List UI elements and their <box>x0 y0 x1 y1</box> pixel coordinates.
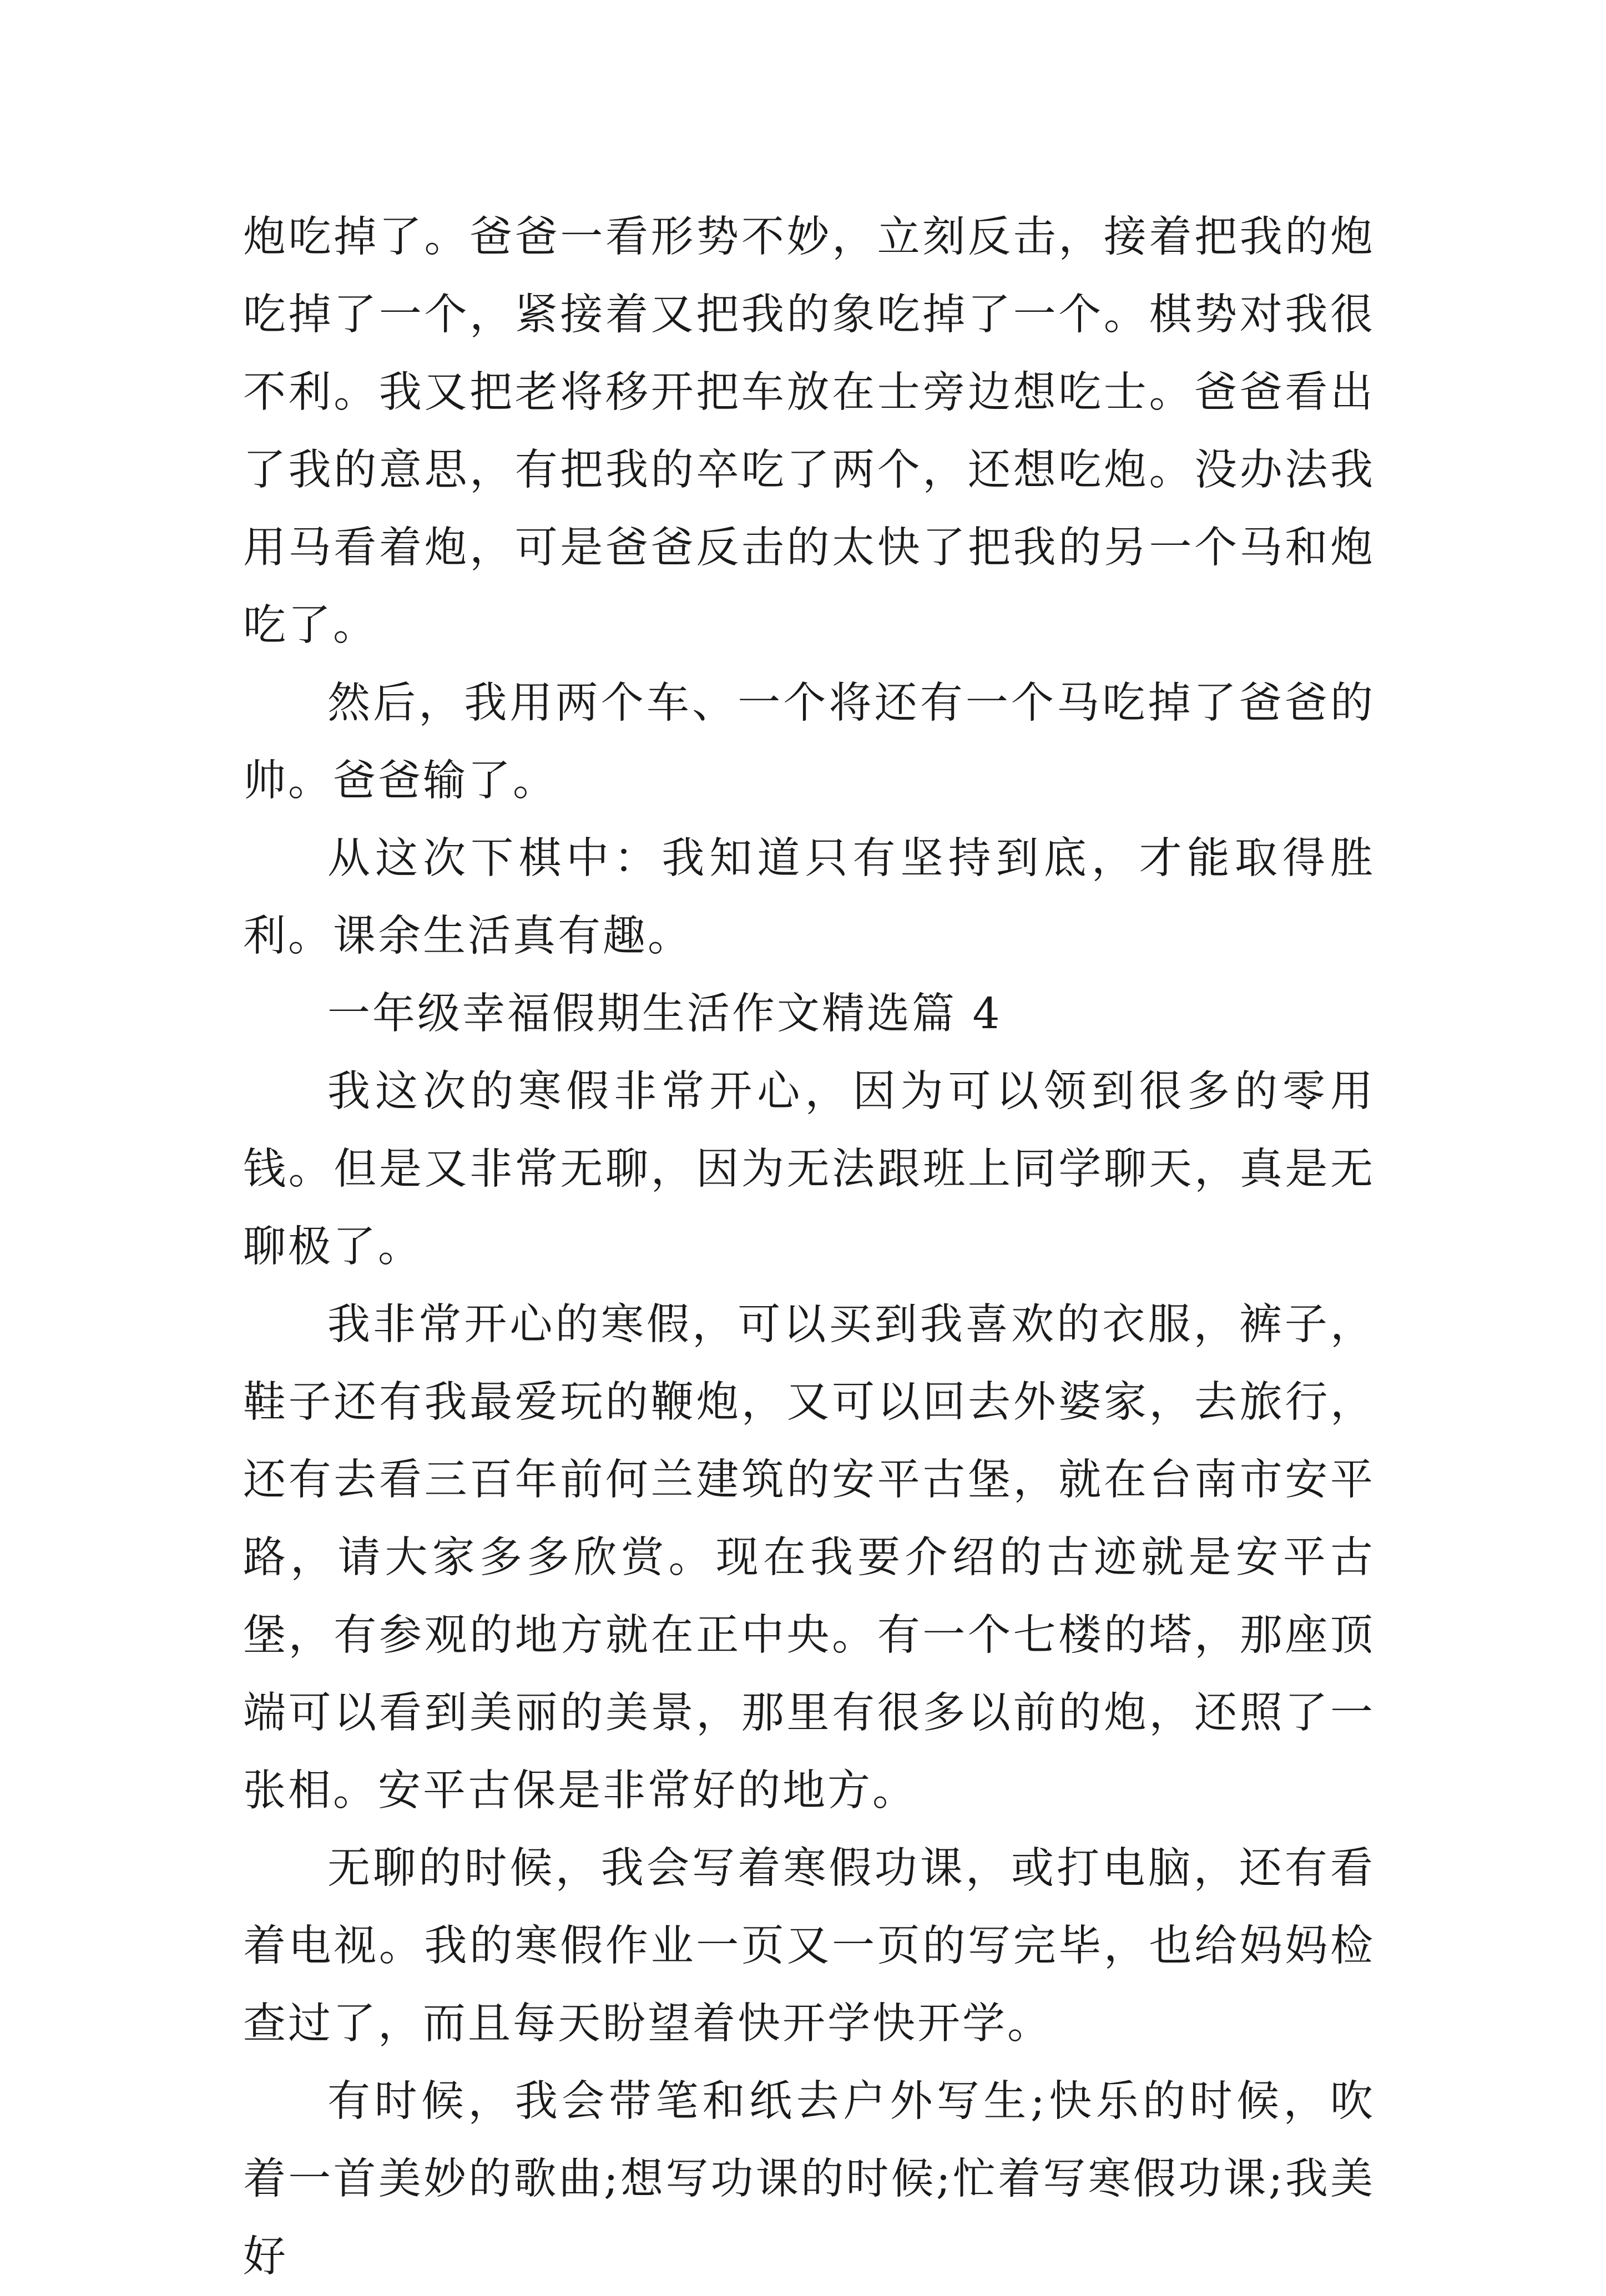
paragraph-chess-continued: 炮吃掉了。爸爸一看形势不妙，立刻反击，接着把我的炮吃掉了一个，紧接着又把我的象吃掉了一个。棋势对我很不利。我又把老将移开把车放在士旁边想吃士。爸爸看出了我的意思，有把我的卒吃了两个，还想吃炮。没办法我用马看着炮，可是爸爸反击的太快了把我的另一个马和炮吃了。 <box>243 213 1375 650</box>
document-body <box>243 199 1375 2296</box>
paragraph-winter-activities: 我非常开心的寒假，可以买到我喜欢的衣服，裤子，鞋子还有我最爱玩的鞭炮，又可以回去外婆家，去旅行，还有去看三百年前何兰建筑的安平古堡，就在台南市安平路，请大家多多欣赏。现在我要介绍的古迹就是安平古堡，有参观的地方就在正中央。有一个七楼的塔，那座顶端可以看到美丽的美景，那里有很多以前的炮，还照了一张相。安平古保是非常好的地方。 <box>243 1300 1375 1815</box>
paragraph-chess-ending: 然后，我用两个车、一个将还有一个马吃掉了爸爸的帅。爸爸输了。 <box>243 679 1375 806</box>
section-heading: 一年级幸福假期生活作文精选篇 4 <box>327 989 1002 1039</box>
paragraph-winter-sketching: 有时候，我会带笔和纸去户外写生;快乐的时候，吹着一首美妙的歌曲;想写功课的时候;忙着写寒假功课;我美好 <box>243 2077 1375 2282</box>
paragraph-winter-boredom: 无聊的时候，我会写着寒假功课，或打电脑，还有看着电视。我的寒假作业一页又一页的写完毕，也给妈妈检查过了，而且每天盼望着快开学快开学。 <box>243 1844 1375 2049</box>
paragraph-winter-intro: 我这次的寒假非常开心，因为可以领到很多的零用钱。但是又非常无聊，因为无法跟班上同学聊天，真是无聊极了。 <box>243 1067 1375 1272</box>
paragraph-chess-lesson: 从这次下棋中：我知道只有坚持到底，才能取得胜利。课余生活真有趣。 <box>243 834 1375 961</box>
